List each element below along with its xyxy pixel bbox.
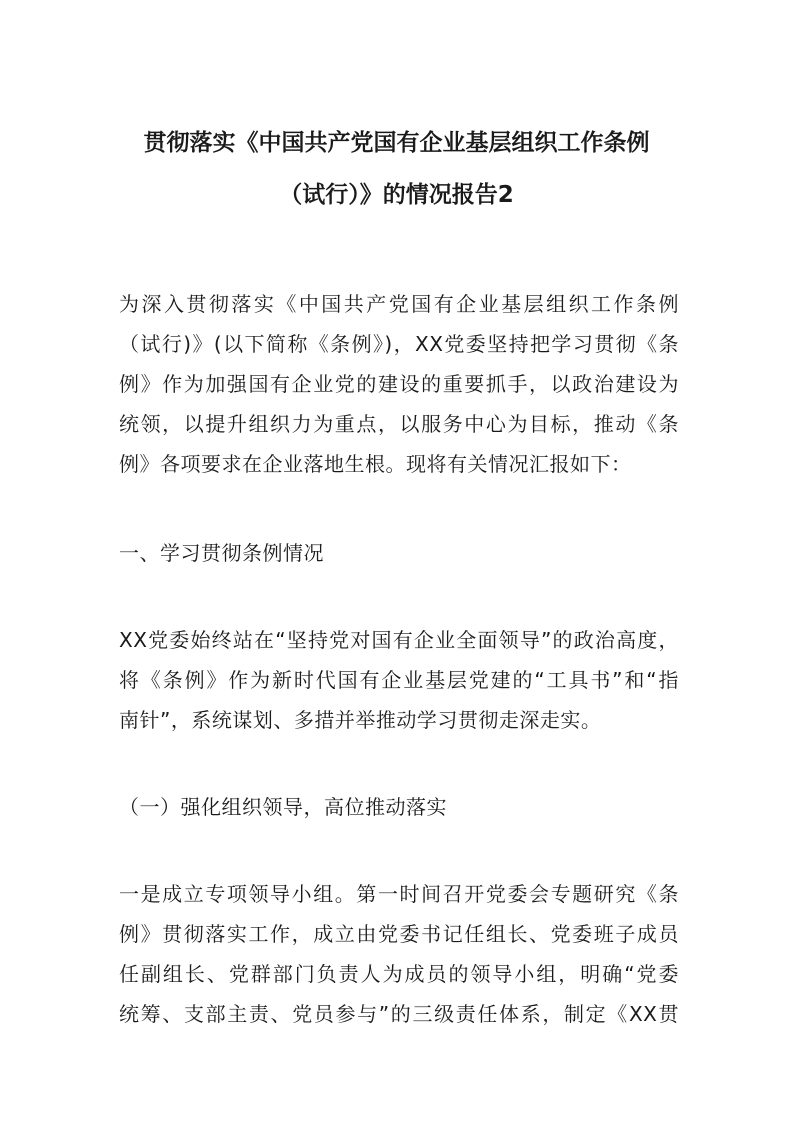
section-1-heading: 一、学习贯彻条例情况 xyxy=(119,541,324,565)
section-1-line-3: 南针”，系统谋划、多措并举推动学习贯彻走深走实。 xyxy=(119,708,602,732)
subsection-1-line-3: 任副组长、党群部门负责人为成员的领导小组，明确“党委 xyxy=(119,962,679,986)
document-title-line-1: 贯彻落实《中国共产党国有企业基层组织工作条例 xyxy=(143,130,650,156)
intro-line-3: 例》作为加强国有企业党的建设的重要抓手，以政治建设为 xyxy=(119,372,679,396)
intro-line-1: 为深入贯彻落实《中国共产党国有企业基层组织工作条例 xyxy=(119,292,679,316)
subsection-1-heading: （一）强化组织领导，高位推动落实 xyxy=(119,795,447,819)
section-1-line-2: 将《条例》作为新时代国有企业基层党建的“工具书”和“指 xyxy=(119,668,679,692)
subsection-1-line-4: 统筹、支部主责、党员参与”的三级责任体系，制定《XX贯 xyxy=(119,1002,679,1026)
subsection-1-line-2: 例》贯彻落实工作，成立由党委书记任组长、党委班子成员 xyxy=(119,922,679,946)
intro-line-2: （试行)》(以下简称《条例》)，XX党委坚持把学习贯彻《条 xyxy=(119,332,679,356)
subsection-1-line-1: 一是成立专项领导小组。第一时间召开党委会专题研究《条 xyxy=(119,882,679,906)
intro-line-5: 例》各项要求在企业落地生根。现将有关情况汇报如下： xyxy=(119,452,632,476)
document-title-line-2: （试行）》的情况报告2 xyxy=(279,182,514,208)
section-1-line-1: XX党委始终站在“坚持党对国有企业全面领导”的政治高度， xyxy=(119,628,679,652)
intro-line-4: 统领，以提升组织力为重点，以服务中心为目标，推动《条 xyxy=(119,412,679,436)
